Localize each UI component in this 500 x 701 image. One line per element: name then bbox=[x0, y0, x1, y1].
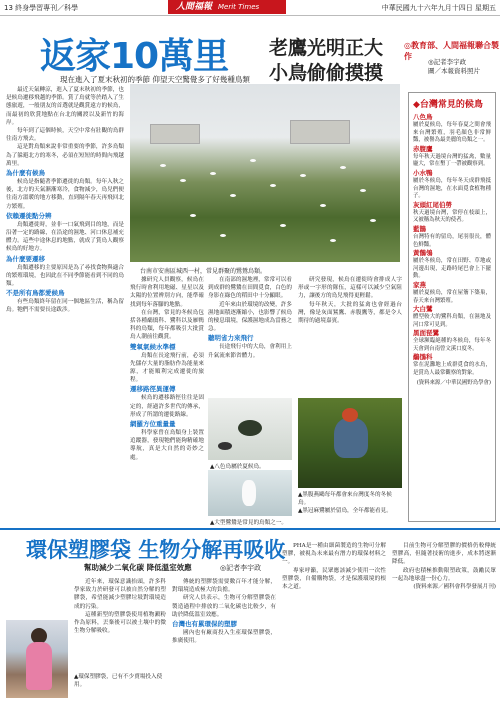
pitta-photo-caption: ▲八色鳥屬於夏候鳥。 bbox=[210, 464, 265, 470]
article1-headline: 返家10萬里 bbox=[40, 36, 229, 77]
subhead: 台灣也有累環保的塑膠 bbox=[172, 620, 237, 629]
issue-date: 中華民國九十六年九月十四日 星期五 bbox=[381, 4, 496, 12]
masthead bbox=[0, 0, 500, 16]
article2-subtitle: 幫助減少二氧化碳 降低溫室效應 bbox=[84, 563, 192, 572]
article2-credit: (資料來源／國科會科學發展月刊) bbox=[413, 584, 496, 591]
eco-bag-photo bbox=[6, 620, 68, 698]
pitta-photo bbox=[208, 398, 292, 460]
egret-small-photo-caption: ▲大型鷺鷥是常見的鳥類之一。 bbox=[210, 520, 288, 526]
section-divider bbox=[0, 528, 500, 530]
egret-small-photo bbox=[208, 470, 292, 516]
subhead: 遷移路徑異運傳 bbox=[130, 385, 176, 394]
subhead: 不是所有鳥都愛候鳥 bbox=[6, 289, 65, 298]
article2-column-1: 近年來，環保意識抬頭，許多科學家致力於研發可以被自然分解的塑膠袋，希望能減少塑膠垃圾對環境造成的污染。 這種新型的塑膠袋使用植物澱粉作為原料，丟棄後可以被土壤中的微生物分解吸收。 bbox=[74, 579, 166, 635]
article2-column-4: 目前生物可分解塑膠的價格仍較傳統塑膠高，但隨著技術的進步，成本將逐漸降低。 政府也積極推動限塑政策，鼓勵民眾一起為地球盡一份心力。 (資料來源／國科會科學發展月刊) bbox=[392, 543, 496, 591]
article2-headline: 環保塑膠袋 生物分解再吸收 bbox=[26, 538, 286, 562]
bird-species-sidebar: ◆台灣常見的候鳥 八色鳥 屬於夏候鳥，每年春夏之間會飛來台灣繁殖，羽毛顏色非常鮮豔，被譽為最美麗的鳥類之一。 赤腹鷹 每年秋天過境台灣的猛禽，數量龐大，常在墾丁一帶被觀察到。 小水鴨 屬於冬候鳥，每年冬天成群飛抵台灣的濕地，在水面覓食植物種子。 灰頭紅尾伯勞 秋天過境台灣，常停在枝頭上，又被稱為秋天的使者。 藍鵲 台灣特有的留鳥，尾羽很長，體色鮮豔。 黃鶺鴒 屬於冬候鳥，常在田野、草地或河邊出現，走路時尾巴會上下擺動。 家燕 屬於夏候鳥，常在屋簷下築巢，春天來台灣繁殖。 大白鷺 體型較大的鷺科鳥類，在濕地及河口常可見到。 黑面琵鷺 全球瀕臨絕種的冬候鳥，每年冬天會到台南曾文溪口度冬。 鷸鴴科 常在泥灘地上成群覓食的水鳥，是賞鳥人最常觀察的對象。 (資料來源／中華民國野鳥學會) bbox=[408, 92, 496, 522]
subhead: 依賴遷徙點分辨 bbox=[6, 211, 52, 220]
night-heron-photo-caption: ▲黑冠麻鷺屬於留鳥，全年都能看見。 bbox=[298, 508, 392, 514]
subhead: 網羅方位重量量 bbox=[130, 420, 176, 429]
article1-side-headline: 老鷹光明正大 小鳥偷偷摸摸 bbox=[268, 37, 383, 84]
article1-subtitle: 現在進入了夏末秋初的季節 仰望天空驚覺多了好幾種鳥類 bbox=[60, 75, 250, 84]
article1-column-1: 最近天氣轉涼，進入了夏末秋初的季節，也是候鳥遷移飛越的季節。賞了鳥就等於踏入了生態旅遊，一般朋友的首選就是觀賞遠方的候鳥，而最初的欣賞地點在台北的關渡以及新竹的海岸。 每年到了這個時候，天空中常有壯觀的鳥群往南方飛去。 這是對鳥類來說非常重要的季節，許多鳥類為了躲避北方的寒冬，必須在短短的時間內飛越萬里。 為什麼有候鳥 候鳥是指隨著季節遷徙的鳥類。每年入秋之後，北方的天氣漸漸寒冷，食物減少，鳥兒們便往南方溫暖的地方移動，直到隔年春天再飛回北方繁殖。 依賴遷徙點分辨 鳥類遷徙時，並非一口氣飛到目的地，而是沿著一定的路線，在沿途的濕地、河口休息補充體力。這些中途休息的地點，就成了賞鳥人觀察候鳥的好地方。 為什麼要遷移 鳥類遷移的主要原因是為了尋找食物與適合的繁殖環境，也因此在不同季節能看到不同的鳥類。 不是所有鳥都愛候鳥 有些鳥類終年留在同一個地區生活，稱為留鳥。牠們不需要長途跋涉。 bbox=[6, 87, 124, 314]
heron-photo bbox=[298, 398, 402, 488]
subhead: 為什麼要遷移 bbox=[6, 254, 45, 263]
article1-source: ◎教育部、人間福報聯合製作 bbox=[404, 41, 499, 61]
subhead: 雙氧氣候水準標 bbox=[130, 342, 176, 351]
sidebar-credit: (資料來源／中華民國野鳥學會) bbox=[416, 379, 491, 386]
newspaper-logo: 人間福報 Merit Times bbox=[168, 0, 286, 14]
egret-photo-caption: 台南市安南區城西一村，常見群聚的鷺鷥鳥類。 bbox=[140, 268, 267, 275]
article1-column-3: 在南部的濕地裡，常常可以看到成群的鷺鷥在田間覓食，白色的身影在綠色的稻田中十分顯眼。 近年來由於環境的改變，許多濕地面積逐漸縮小，也影響了候鳥的棲息環境，保護濕地成為當務之急。 聽明省力來飛行 長途飛行中的大鳥，會利用上升氣流來節省體力。 bbox=[208, 277, 292, 359]
article2-column-3: PHA是一種由細菌製造的生物可分解塑膠，被視為未來最有潛力的環保材料之一。 專家呼籲，民眾應該減少使用一次性塑膠袋，自備購物袋，才是保護環境的根本之道。 bbox=[282, 543, 386, 591]
sidebar-title: ◆台灣常見的候鳥 bbox=[413, 100, 483, 110]
subhead: 為什麼有候鳥 bbox=[6, 169, 45, 178]
issue-label: 13 終身學習專刊／科學 bbox=[4, 4, 79, 12]
article1-byline: ◎記者李宇政 圖／本報資料照片 bbox=[428, 58, 480, 75]
article1-column-4: 研究發現，候鳥在遷徙時會排成人字形或一字形的隊伍，這樣可以減少空氣阻力，讓後方的鳥兒飛得更輕鬆。 每年秋天，大批的猛禽也會經過台灣，像是灰面鵟鷹、赤腹鷹等，都是令人期待的過境嘉賓。 bbox=[298, 277, 402, 325]
heron-photo-caption: ▲黑腹燕鷗每年都會來台灣度冬的冬候鳥。 bbox=[298, 492, 392, 506]
subhead: 聽明省力來飛行 bbox=[208, 334, 254, 343]
article2-byline: ◎記者李宇政 bbox=[220, 564, 262, 572]
article1-column-2: 據研究人員觀察，候鳥在飛行時會利用地磁、星星以及太陽的位置辨別方向，能準確找到每年落腳的地點。 在台灣，常見的冬候鳥包括各種鷸鴴科、鷺科以及雁鴨科的鳥類，每年都吸引大批賞鳥人潮前往觀賞。 雙氧氣候水準標 鳥類在長途飛行前，必須先儲存大量的脂肪作為能量來源，才能順利完成遷徙的旅程。 遷移路徑異運傳 候鳥的遷移路徑往往是固定的，經過許多世代的傳承，形成了所謂的遷徙路線。 網羅方位重量量 科學家曾在鳥類身上裝置追蹤器，發現牠們能夠精確地導航，真是大自然的奇妙之處。 bbox=[130, 277, 204, 461]
eco-bag-photo-caption: ▲環保塑膠袋，已有不少賣場投入使用。 bbox=[74, 674, 163, 688]
egret-flock-photo bbox=[130, 84, 400, 262]
article2-column-2: 傳統的塑膠袋需要數百年才能分解，對環境造成極大的負擔。 研究人員表示，生物可分解塑膠袋在製造過程中排放的二氧化碳也比較少，有助於降低溫室效應。 台灣也有累環保的塑膠 國內也有廠商投入生產環保塑膠袋，推廣使用。 bbox=[172, 579, 276, 645]
